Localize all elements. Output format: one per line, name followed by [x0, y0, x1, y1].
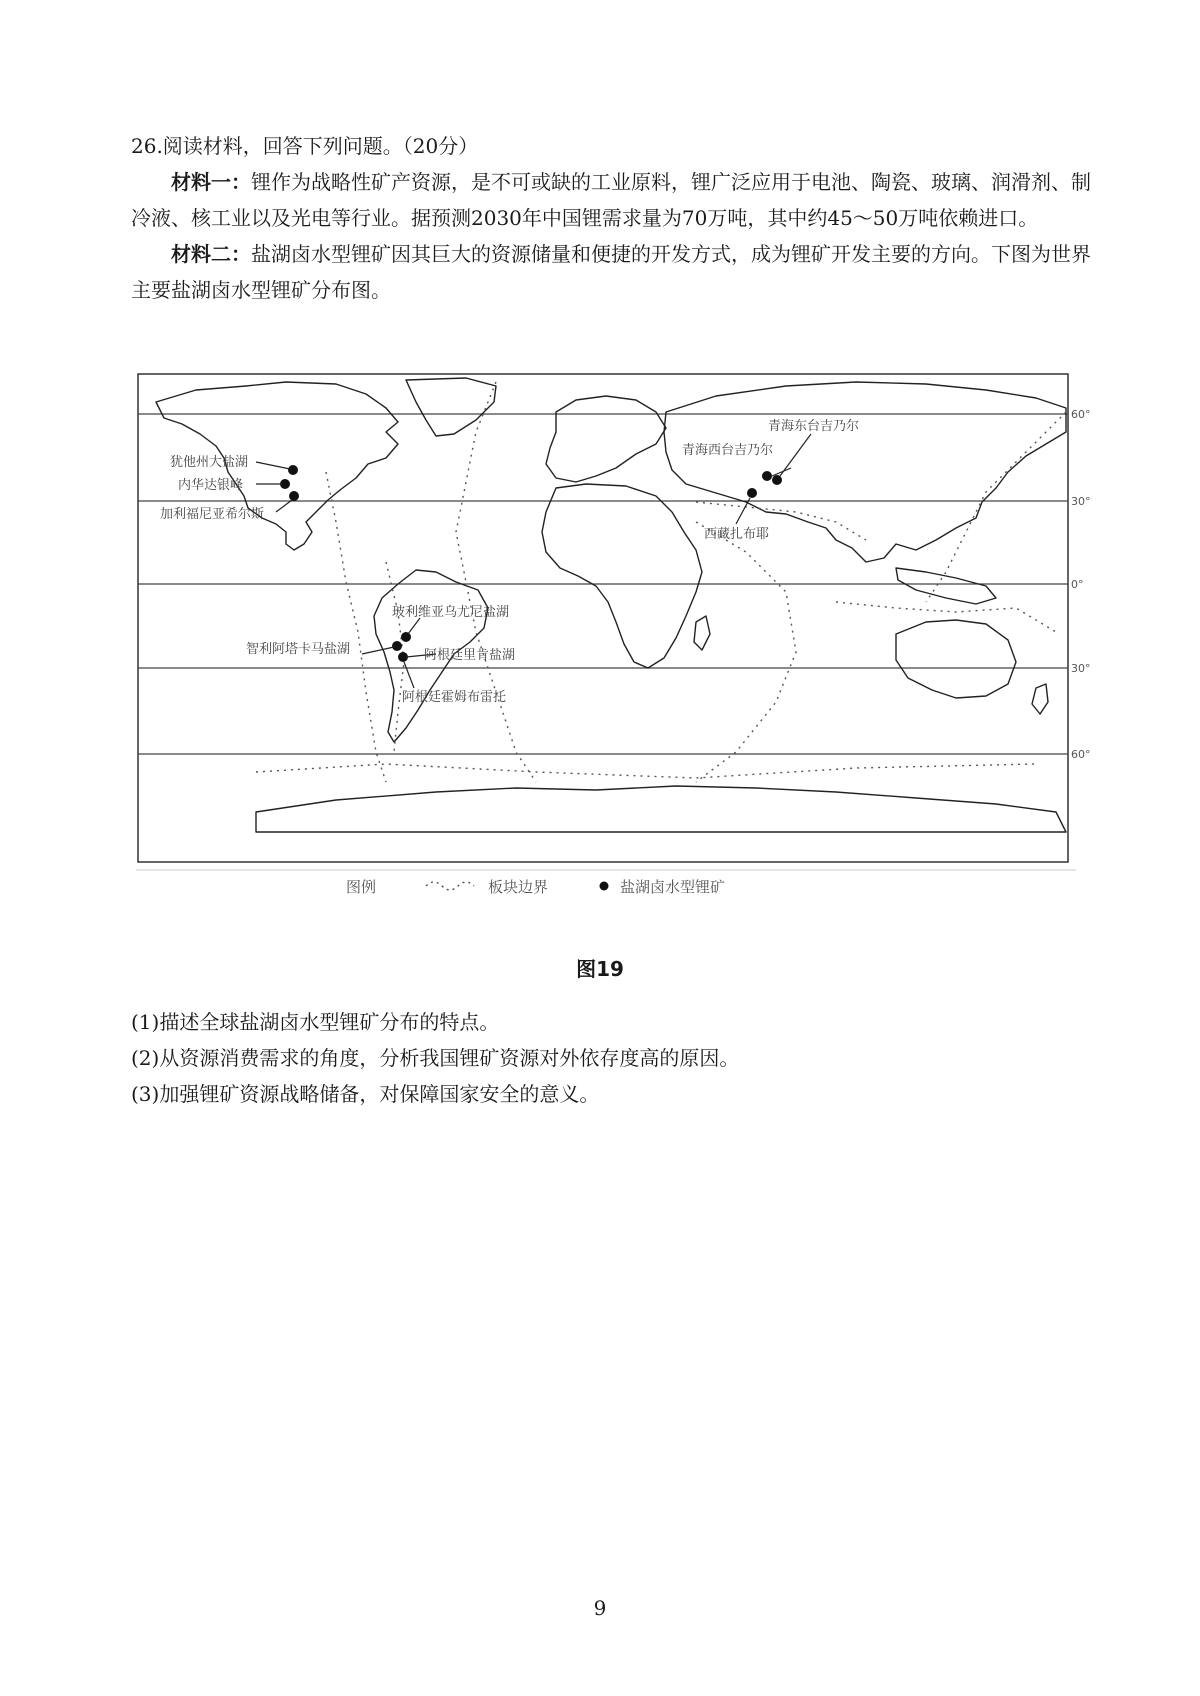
- sub-question-1: (1)描述全球盐湖卤水型锂矿分布的特点。: [131, 1010, 500, 1034]
- sub-question-3: (3)加强锂矿资源战略储备，对保障国家安全的意义。: [131, 1082, 600, 1106]
- label-argentina-1: 阿根廷里肯盐湖: [424, 648, 516, 663]
- legend-plate-boundary: 板块边界: [488, 878, 549, 896]
- material-2-text: 盐湖卤水型锂矿因其巨大的资源储量和便捷的开发方式，成为锂矿开发主要的方向。下图为世界主要盐湖卤水型锂矿分布图。: [131, 242, 1091, 302]
- world-lithium-map: [136, 372, 1091, 922]
- label-california: 加利福尼亚希尔斯: [160, 507, 265, 522]
- label-chile: 智利阿塔卡马盐湖: [246, 642, 351, 657]
- lat-label-0: 0°: [1071, 578, 1084, 591]
- deposit-marker-tibet: [747, 488, 757, 498]
- map-svg: [136, 372, 1091, 922]
- deposit-marker-qinghai-west: [762, 471, 772, 481]
- material-2: [131, 236, 1091, 308]
- map-frame: [138, 374, 1068, 862]
- deposit-marker-california: [289, 491, 299, 501]
- question-block: [131, 128, 1091, 308]
- question-title: 26.阅读材料，回答下列问题。（20分）: [131, 134, 479, 158]
- legend-plate-boundary-icon: [426, 882, 474, 890]
- legend-title: 图例: [346, 878, 377, 896]
- deposit-marker-bolivia: [401, 632, 411, 642]
- label-qinghai-west: 青海西台吉乃尔: [682, 443, 774, 458]
- sub-questions: [131, 1004, 739, 1112]
- material-1: [131, 164, 1091, 236]
- lat-label-60n: 60°: [1071, 408, 1091, 421]
- deposit-marker-chile: [392, 641, 402, 651]
- label-nevada: 内华达银峰: [178, 478, 244, 493]
- page-number: 9: [593, 1596, 607, 1620]
- figure-caption: 图19: [576, 957, 624, 981]
- legend-deposit-icon: [600, 882, 609, 891]
- deposit-marker-qinghai-east: [772, 475, 782, 485]
- label-utah: 犹他州大盐湖: [170, 455, 249, 470]
- material-1-label: 材料一：: [171, 170, 251, 194]
- lat-label-30n: 30°: [1071, 495, 1091, 508]
- label-tibet: 西藏扎布耶: [704, 527, 770, 542]
- label-argentina-2: 阿根廷霍姆布雷托: [402, 690, 507, 705]
- label-qinghai-east: 青海东台吉乃尔: [768, 419, 860, 434]
- deposit-marker-utah: [288, 465, 298, 475]
- label-bolivia: 玻利维亚乌尤尼盐湖: [392, 605, 510, 620]
- sub-question-2: (2)从资源消费需求的角度，分析我国锂矿资源对外依存度高的原因。: [131, 1046, 740, 1070]
- lat-label-60s: 60°: [1071, 748, 1091, 761]
- lat-label-30s: 30°: [1071, 662, 1091, 675]
- material-2-label: 材料二：: [171, 242, 251, 266]
- legend-deposit: 盐湖卤水型锂矿: [620, 878, 726, 896]
- material-1-text: 锂作为战略性矿产资源，是不可或缺的工业原料，锂广泛应用于电池、陶瓷、玻璃、润滑剂、制冷液、核工业以及光电等行业。据预测2030年中国锂需求量为70万吨，其中约45～50万吨依赖进口。: [131, 170, 1091, 230]
